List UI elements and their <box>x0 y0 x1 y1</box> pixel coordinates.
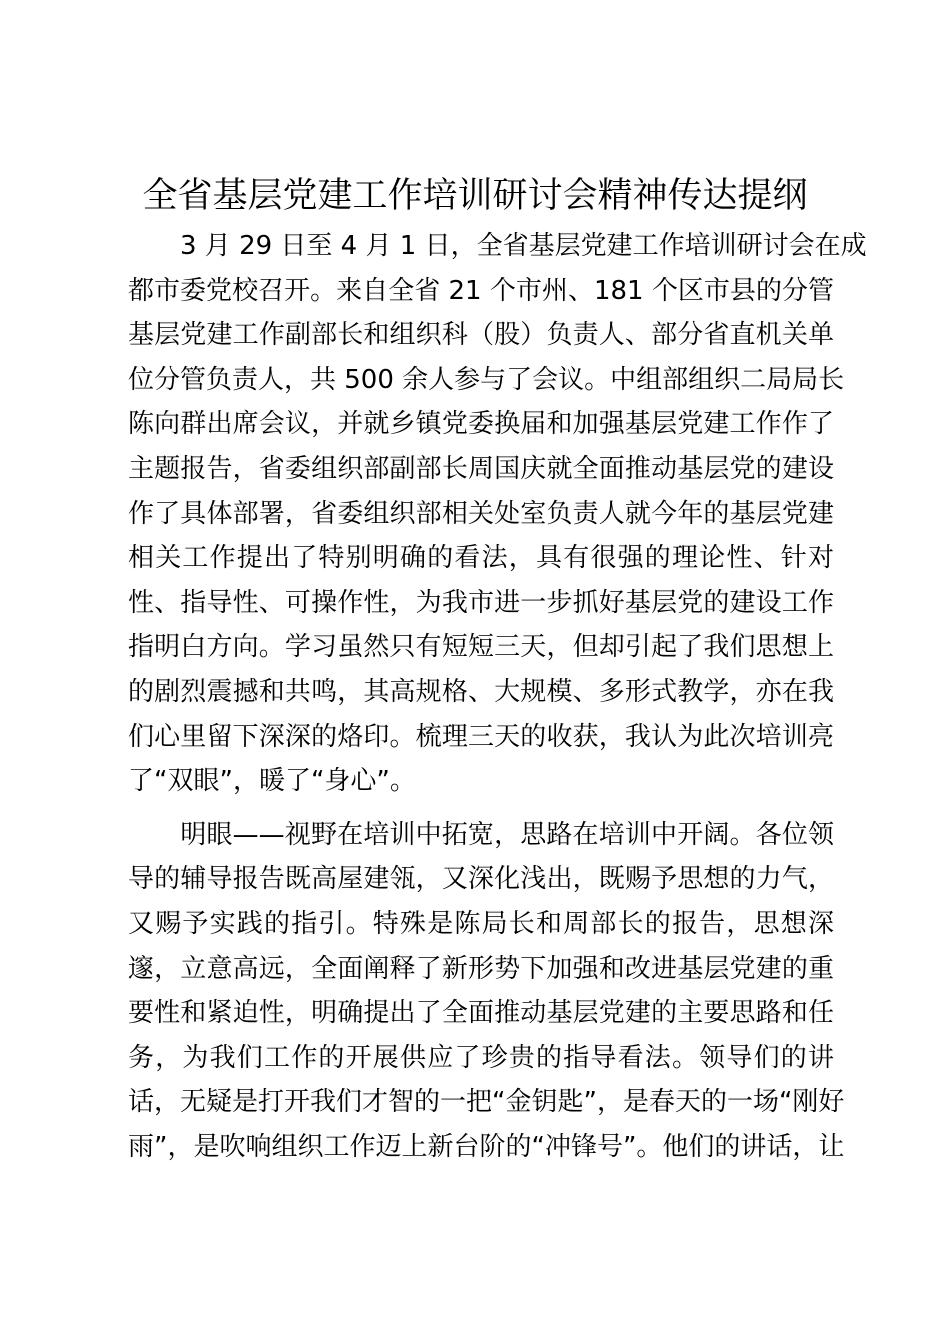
document-title: 全省基层党建工作培训研讨会精神传达提纲 <box>142 176 808 216</box>
text-line: 都市委党校召开。来自全省 21 个市州、181 个区市县的分管 <box>128 275 834 306</box>
text-line: 务，为我们工作的开展供应了珍贵的指导看法。领导们的讲 <box>128 1042 834 1073</box>
text-line: 的剧烈震撼和共鸣，其高规格、大规模、多形式教学，亦在我 <box>128 676 834 707</box>
text-line: 雨”，是吹响组织工作迈上新台阶的“冲锋号”。他们的讲话，让 <box>128 1131 845 1162</box>
text-line: 了“双眼”，暖了“身心”。 <box>128 766 416 797</box>
document-body <box>128 224 867 1169</box>
text-line: 作了具体部署，省委组织部相关处室负责人就今年的基层党建 <box>128 498 834 529</box>
text-line: 又赐予实践的指引。特殊是陈局长和周部长的报告，思想深 <box>128 908 834 939</box>
text-line: 陈向群出席会议，并就乡镇党委换届和加强基层党建工作作了 <box>128 409 834 440</box>
text-line: 话，无疑是打开我们才智的一把“金钥匙”，是春天的一场“刚好 <box>128 1087 845 1118</box>
paragraph-1 <box>128 224 867 804</box>
text-line: 导的辅导报告既高屋建瓴，又深化浅出，既赐予思想的力气， <box>128 864 834 895</box>
text-line: 基层党建工作副部长和组织科（股）负责人、部分省直机关单 <box>128 320 834 351</box>
text-line: 们心里留下深深的烙印。梳理三天的收获，我认为此次培训亮 <box>128 721 834 752</box>
text-line: 主题报告，省委组织部副部长周国庆就全面推动基层党的建设 <box>128 453 834 484</box>
text-line: 性、指导性、可操作性，为我市进一步抓好基层党的建设工作 <box>128 587 834 618</box>
text-line: 明眼——视野在培训中拓宽，思路在培训中开阔。各位领 <box>128 819 834 850</box>
text-line: 相关工作提出了特别明确的看法，具有很强的理论性、针对 <box>128 543 834 574</box>
paragraph-2 <box>128 813 845 1170</box>
text-line: 指明白方向。学习虽然只有短短三天，但却引起了我们思想上 <box>128 632 834 663</box>
text-line: 3 月 29 日至 4 月 1 日，全省基层党建工作培训研讨会在成 <box>128 231 867 261</box>
text-line: 位分管负责人，共 500 余人参与了会议。中组部组织二局局长 <box>128 364 845 395</box>
text-line: 要性和紧迫性，明确提出了全面推动基层党建的主要思路和任 <box>128 998 834 1029</box>
text-line: 邃，立意高远，全面阐释了新形势下加强和改进基层党建的重 <box>128 953 834 984</box>
